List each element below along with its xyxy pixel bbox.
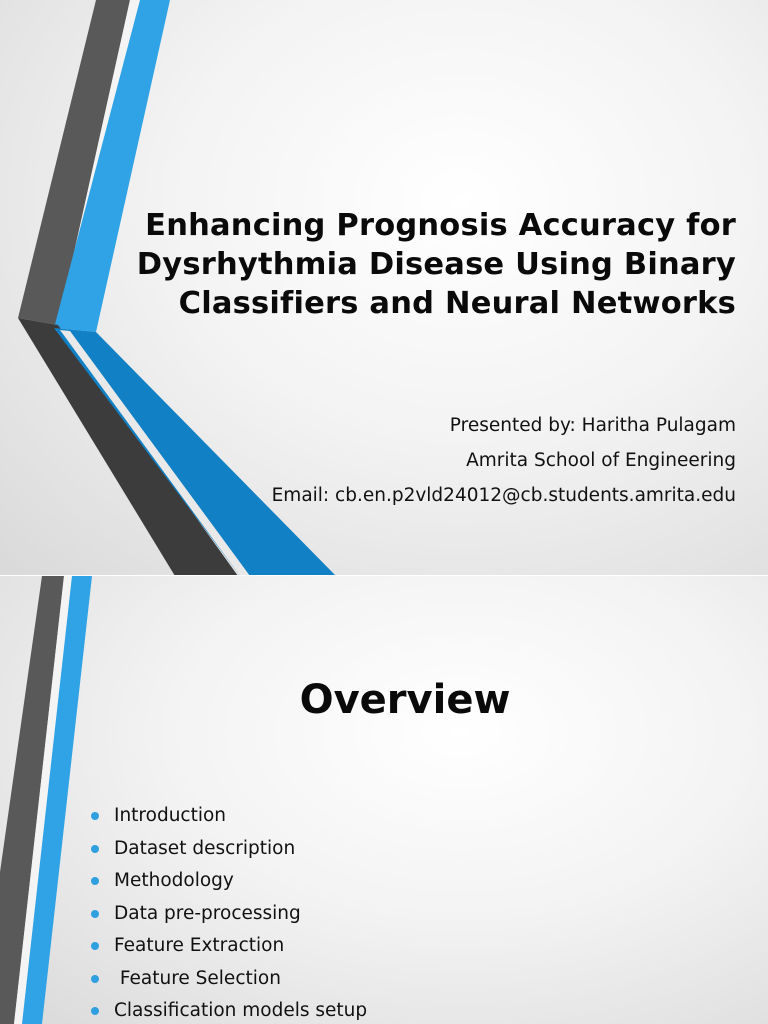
bullet-icon (91, 812, 99, 820)
institution-name: Amrita School of Engineering (466, 450, 736, 471)
list-item-text: Methodology (114, 870, 234, 891)
bullet-icon (91, 877, 99, 885)
bullet-icon (91, 942, 99, 950)
bullet-icon (91, 910, 99, 918)
list-item (90, 865, 367, 898)
bullet-icon (91, 1007, 99, 1015)
title-line-2: Dysrhythmia Disease Using Binary (136, 247, 736, 282)
list-item-text: Feature Extraction (114, 935, 285, 956)
slide-title: Overview (299, 677, 511, 723)
list-item (90, 930, 367, 963)
list-item-text: Classification models setup (114, 1000, 368, 1021)
list-item-text: Feature Selection (114, 967, 281, 989)
overview-slide (0, 576, 768, 1024)
list-item (90, 963, 367, 996)
list-item-text: Data pre-processing (114, 902, 301, 924)
presenter-info (160, 410, 736, 515)
list-item (90, 833, 367, 866)
list-item (90, 800, 367, 833)
email-address: Email: cb.en.p2vld24012@cb.students.amrita.edu (271, 485, 736, 506)
overview-list (90, 800, 367, 1024)
bullet-icon (91, 845, 99, 853)
list-item (90, 898, 367, 931)
title-line-3: Classifiers and Neural Networks (178, 286, 736, 321)
list-item (90, 995, 367, 1024)
bullet-icon (91, 975, 99, 983)
slide-title (60, 206, 736, 323)
presenter-name: Presented by: Haritha Pulagam (449, 415, 736, 436)
title-line-1: Enhancing Prognosis Accuracy for (145, 208, 736, 243)
list-item-text: Introduction (114, 805, 227, 826)
list-item-text: Dataset description (114, 837, 296, 859)
